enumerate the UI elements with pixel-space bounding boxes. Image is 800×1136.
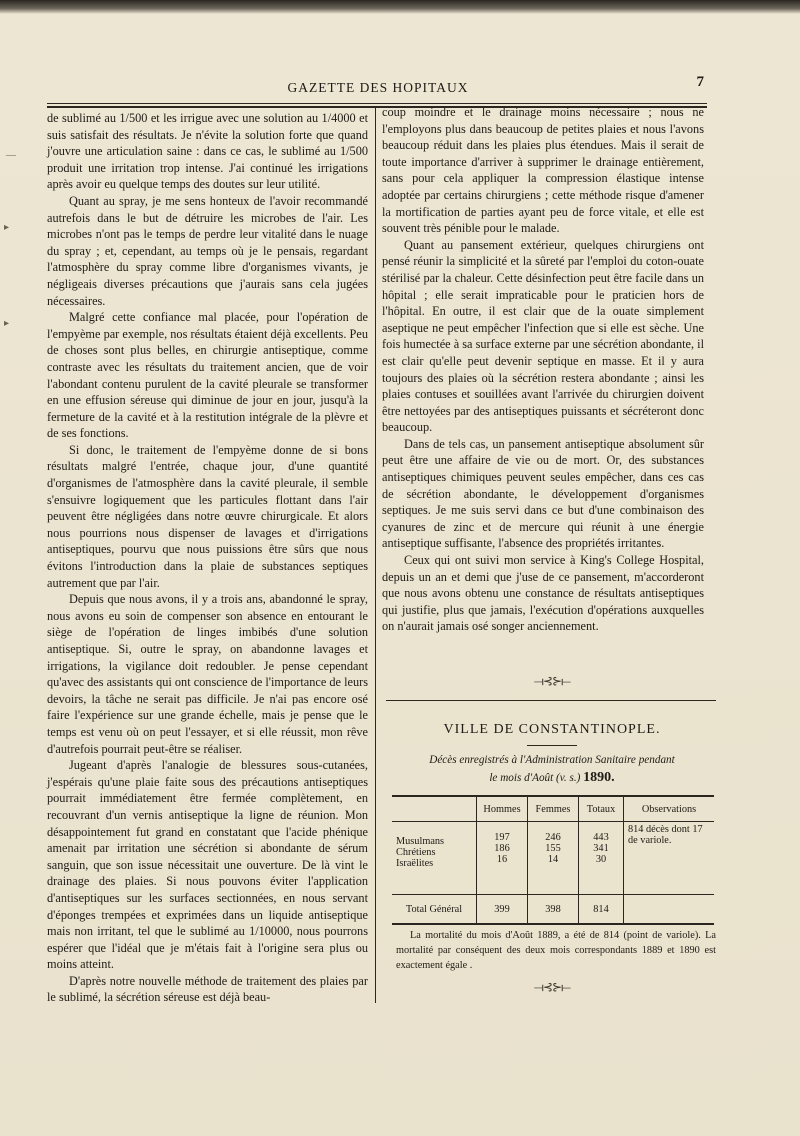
ornament-divider: ⟞⊰⊱⟝ <box>533 980 571 994</box>
paragraph: Dans de tels cas, un pansement antiseptique absolument sûr peut être une affaire de vie ou de mort. Or, des substances antiseptiques chimiques peuvent seules empêcher, dans ces cas de sécrétion abondante, le développement d'organismes septiques. Je me suis servi dans ce but d'une combinaison des cyanures de zinc et de mercure qui réunit à une énergie antiseptique suffisante, l'absence des propriétés irritantes. <box>382 436 704 551</box>
header-cell: Femmes <box>528 796 579 822</box>
paragraph: Malgré cette confiance mal placée, pour l'opération de l'empyème par exemple, nos résultats étaient déjà excellents. Peu de choses sont plus belles, en chirurgie antiseptique, comme contraste avec les résultats du traitement ancien, que de voir l'abondant contenu purulent de la cavité pleurale se transformer en une effusion séreuse qui diminue de jour en jour, jusqu'à la fermeture de la cavité et à la restitution intégrale de la plèvre et de ses fonctions. <box>47 310 368 441</box>
cell-value: 30 <box>595 854 607 865</box>
deaths-table <box>392 795 714 925</box>
cell-value: 186 <box>494 843 510 854</box>
header-cell: Totaux <box>579 796 624 822</box>
section-title: VILLE DE CONSTANTINOPLE. <box>443 722 661 737</box>
total-label: Total Général <box>392 895 477 925</box>
cell-value: 155 <box>545 843 561 854</box>
left-column <box>47 110 368 1006</box>
right-column <box>382 104 704 635</box>
total-femmes: 398 <box>528 895 579 925</box>
paragraph: Quant au spray, je me sens honteux de l'avoir recommandé autrefois dans le but de détruire les microbes de l'air. Les microbes n'ont pas le temps de perdre leur vitalité dans le nuage du spray ; et, cependant, au temps où je le pensais, regardant l'atmosphère du spray comme libre d'organismes vivants, je négligeais diverses précautions que j'aurais sans cela jugées nécessaires. <box>47 193 368 308</box>
table-header-row <box>392 796 714 822</box>
paragraph: Jugeant d'après l'analogie de blessures sous-cutanées, j'espérais qu'une plaie faite sous des précautions antiseptiques pourrait immédiatement être fermée complètement, en recouvrant d'un vernis antiseptique la ligne de réunion. Mon désappointement fut grand en constatant que l'acide phénique amenait par irritation une sécrétion si abondante de sérum sanguin, que son issue nécessitait une ouverture. De là vint le drainage des plaies. Si nous pouvons éviter l'application d'antiseptiques sur les surfaces sectionnées, en nous servant d'éponges trempées et exprimées dans un liquide antiseptique mais non irritant, tel que le sublimé au 1/10000, nous pourrons espérer que l'idéal que je m'étais fait à l'origine sera plus ou moins atteint. <box>47 758 368 972</box>
cell-value: 16 <box>496 854 508 865</box>
paragraph: D'après notre nouvelle méthode de traitement des plaies par le sublimé, la sécrétion séreuse est déjà beau- <box>47 973 368 1005</box>
subtitle-year: 1890. <box>583 770 615 785</box>
journal-title: GAZETTE DES HOPITAUX <box>287 80 469 95</box>
cell-value: 341 <box>593 843 609 854</box>
paragraph: coup moindre et le drainage moins nécessaire ; nous ne l'employons plus dans beaucoup de petites plaies et nous l'avons beaucoup réduit dans les plaies plus étendues. Mais il serait de toute importance d'arriver à supprimer le drainage entièrement, sans pour cela appliquer la compression élastique intense adoptée par certains chirurgiens ; cette méthode risque d'amener la mortification de parties ayant peu de force vitale, et elle est souvent très pénible pour le malade. <box>382 105 704 236</box>
total-observation <box>624 895 715 925</box>
margin-mark: — <box>6 150 16 161</box>
hommes-cell <box>477 822 528 895</box>
row-label: Chrétiens <box>396 847 436 858</box>
paragraph: Si donc, le traitement de l'empyème donne de si bons résultats malgré l'entrée, chaque jour, d'une quantité d'organismes de l'atmosphère dans la cavité pleurale, il semble s'ensuivre logiquement que les particules flottant dans l'air peuvent être négligées dans notre œuvre chirurgicale. Et alors nous pourrions nous dispenser de lavages et d'irrigations antiseptiques, pourvu que nous puissions être sûrs que nous évitons l'introduction dans la plaie de substances septiques autrement que par l'air. <box>47 442 368 590</box>
mortality-note: La mortalité du mois d'Août 1889, a été de 814 (point de variole). La mortalité par conséquent des deux mois correspondants 1889 et 1890 est exactement égale . <box>396 930 716 971</box>
page-edge-shadow <box>0 0 800 14</box>
section-rule <box>386 700 716 701</box>
column-divider <box>375 108 376 1003</box>
row-label: Musulmans <box>396 836 445 847</box>
page-number: 7 <box>696 74 704 90</box>
paragraph: de sublimé au 1/500 et les irrigue avec une solution au 1/4000 et suis satisfait des résultats. Je n'évite la solution forte que quand j'ouvre une articulation saine : dans ce cas, le sublimé au 1/500 produit une irritation trop intense. J'ai continué les irrigations après avoir eu quelque temps des doutes sur leur utilité. <box>47 111 368 192</box>
cell-value: 14 <box>547 854 559 865</box>
margin-mark: ▸ <box>4 318 10 329</box>
table-row <box>392 822 714 895</box>
page-header <box>48 74 708 104</box>
cell-value: 246 <box>545 832 561 843</box>
ornament-divider: ⟞⊰⊱⟝ <box>533 674 571 688</box>
subtitle-line <box>392 769 712 787</box>
subtitle-line: Décès enregistrés à l'Administration Sanitaire pendant <box>429 754 675 766</box>
observation-cell: 814 décès dont 17 de variole. <box>624 822 715 895</box>
paragraph: Depuis que nous avons, il y a trois ans, abandonné le spray, nous avons eu soin de compenser son absence en entourant le siège de l'opération de linges imbibés d'une solution antiseptique. Si, outre le spray, on abandonne lavages et irrigations, la vigilance doit redoubler. Je pense cependant qu'avec des assistants qui ont conscience de l'importance de leurs devoirs, la tâche ne serait pas difficile. Je n'ai pas encore osé faire l'expérience sur une grande échelle, mais je pense que le temps est venu où on peut l'essayer, et si elle réussit, mon rêve d'autrefois pourrait peut-être se réaliser. <box>47 592 368 756</box>
paragraph: Ceux qui ont suivi mon service à King's College Hospital, depuis un an et demi que j'use de ce pansement, m'accorderont que nous avons obtenu une constance de résultats antiseptiques qui justifie, plus que jamais, l'exécution d'opérations auxquelles on n'aurait jamais osé songer anciennement. <box>382 553 704 634</box>
header-cell: Observations <box>624 796 715 822</box>
paragraph: Quant au pansement extérieur, quelques chirurgiens ont pensé réunir la simplicité et la sûreté par l'emploi du coton-ouate stérilisé par la chaleur. Cette désinfection peut être facile dans un hôpital ; elle serait impraticable pour le praticien hors de l'hôpital. En outre, il est clair que de la ouate simplement aseptique ne peut empêcher l'infection que si elle est sèche. Une fois humectée à sa surface externe par une sécrétion abondante, il est clair qu'elle peut devenir septique en masse. Et il y aura toujours des plaies où la sécrétion restera abondante ; ainsi les plaies contuses et souillées avant l'arrivée du chirurgien doivent être nettoyées par des antiseptiques puissants et sécréteront donc beaucoup. <box>382 237 704 435</box>
table-total-row <box>392 895 714 925</box>
total-hommes: 399 <box>477 895 528 925</box>
title-underline <box>527 745 577 746</box>
margin-mark: ▸ <box>4 222 10 233</box>
cell-value: 197 <box>494 832 510 843</box>
section-subtitle <box>392 752 712 787</box>
femmes-cell <box>528 822 579 895</box>
cell-value: 443 <box>593 832 609 843</box>
totaux-cell <box>579 822 624 895</box>
header-cell: Hommes <box>477 796 528 822</box>
row-labels-cell <box>392 822 477 895</box>
subtitle-month: le mois d'Août (v. s.) <box>489 772 581 784</box>
row-label: Israëlites <box>396 858 434 869</box>
total-totaux: 814 <box>579 895 624 925</box>
header-cell <box>392 796 477 822</box>
